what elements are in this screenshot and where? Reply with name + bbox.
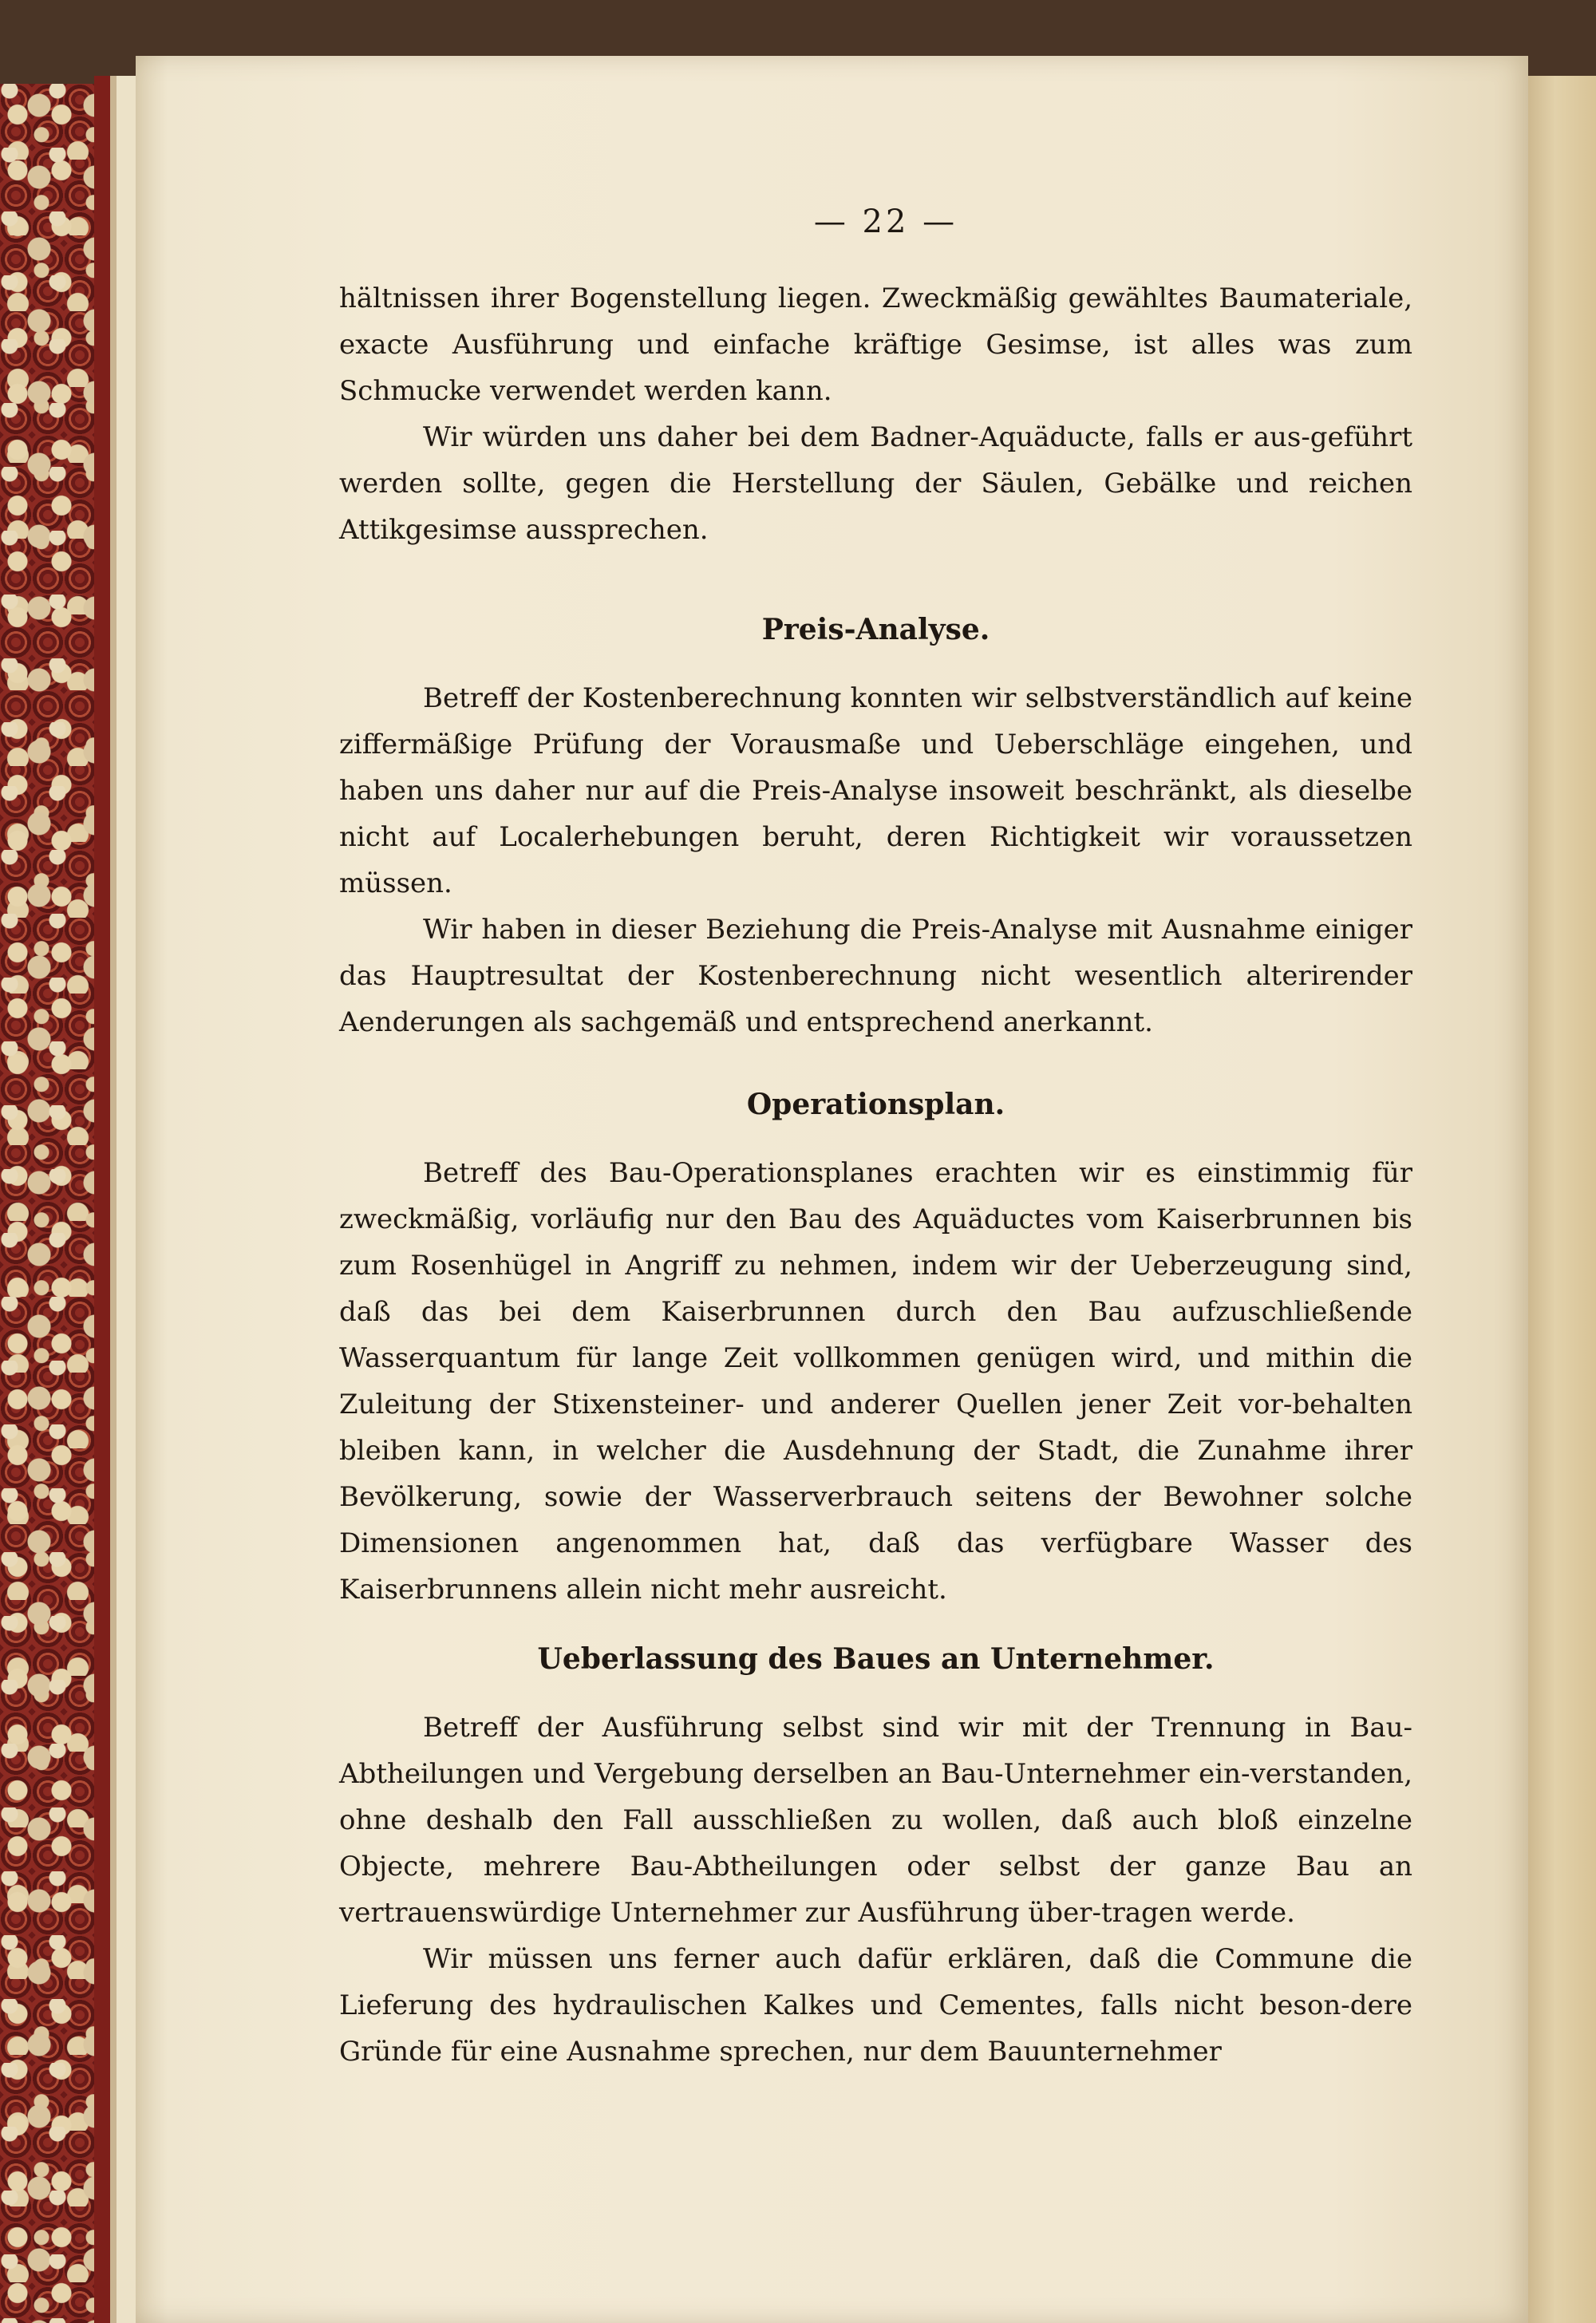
section-heading: Operationsplan. [746,1088,1005,1121]
paragraph: Betreff der Ausführung selbst sind wir mit der Trennung in Bau-Abtheilungen und Vergebung derselben an Bau-Unternehmer ein-verstanden, ohne deshalb den Fall ausschließen zu wollen, daß auch bloß einzelne Objecte, mehrere Bau-Abtheilungen oder selbst der ganze Bau an vertrauenswürdige Unternehmer zur Ausführung über-tragen werde. [339,1712,1412,1929]
next-page-edge [1528,76,1596,2323]
paragraph: hältnissen ihrer Bogenstellung liegen. Zweckmäßig gewähltes Baumateriale, exacte Ausführung und einfache kräftige Gesimse, ist alles was zum Schmucke verwendet werden kann. [339,282,1412,407]
section-preis-analyse [339,606,1412,1045]
marbled-cover-board [0,84,94,2323]
section-ueberlassung [339,1636,1412,2075]
paragraph: Betreff der Kostenberechnung konnten wir selbstverständlich auf keine ziffermäßige Prüfung der Vorausmaße und Ueberschläge eingehen, und haben uns daher nur auf die Preis-Analyse insoweit beschränkt, als dieselbe nicht auf Localerhebungen beruht, deren Richtigkeit wir voraussetzen müssen. [339,682,1412,899]
book-spine-edge [94,76,142,2323]
section-operationsplan [339,1081,1412,1613]
page-number: — 22 — [813,203,958,240]
section-heading: Preis-Analyse. [761,613,990,646]
section-intro [339,275,1412,553]
paragraph: Wir haben in dieser Beziehung die Preis-Analyse mit Ausnahme einiger das Hauptresultat der Kostenberechnung nicht wesentlich alterirender Aenderungen als sachgemäß und entsprechend anerkannt. [339,914,1412,1038]
paragraph: Betreff des Bau-Operationsplanes erachten wir es einstimmig für zweckmäßig, vorläufig nur den Bau des Aquäductes vom Kaiserbrunnen bis zum Rosenhügel in Angriff zu nehmen, indem wir der Ueberzeugung sind, daß das bei dem Kaiserbrunnen durch den Bau aufzuschließende Wasserquantum für lange Zeit vollkommen genügen wird, und mithin die Zuleitung der Stixensteiner- und anderer Quellen jener Zeit vor-behalten bleiben kann, in welcher die Ausdehnung der Stadt, die Zunahme ihrer Bevölkerung, sowie der Wasserverbrauch seitens der Bewohner solche Dimensionen angenommen hat, daß das verfügbare Wasser des Kaiserbrunnens allein nicht mehr ausreicht. [339,1157,1412,1606]
section-heading: Ueberlassung des Baues an Unternehmer. [537,1642,1215,1676]
paragraph: Wir müssen uns ferner auch dafür erklären, daß die Commune die Lieferung des hydraulischen Kalkes und Cementes, falls nicht beson-dere Gründe für eine Ausnahme sprechen, nur dem Bauunternehmer [339,1943,1412,2068]
paragraph: Wir würden uns daher bei dem Badner-Aquäducte, falls er aus-geführt werden sollte, gegen die Herstellung der Säulen, Gebälke und reichen Attikgesimse aussprechen. [339,421,1412,546]
